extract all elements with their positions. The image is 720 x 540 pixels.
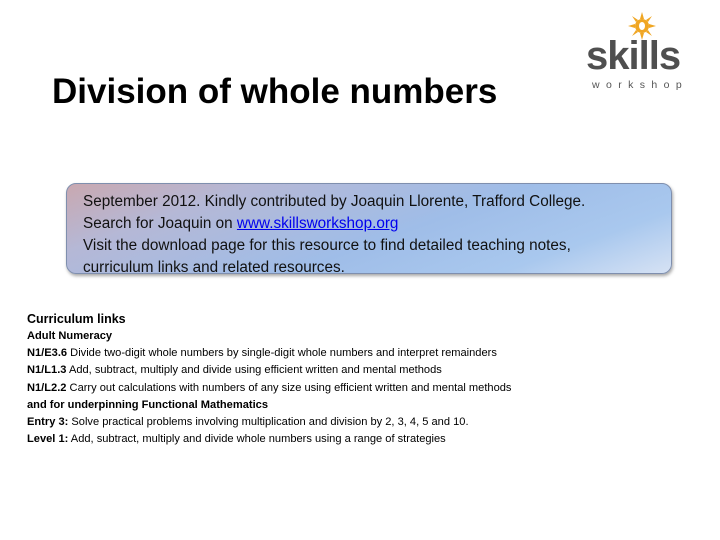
skillsworkshop-link[interactable]: www.skillsworkshop.org	[236, 215, 399, 232]
curriculum-text: Carry out calculations with numbers of any size using efficient written and mental methods	[66, 381, 512, 394]
info-line-2	[83, 213, 655, 235]
info-box	[66, 183, 672, 274]
functional-text: Add, subtract, multiply and divide whole numbers using a range of strategies	[68, 433, 446, 446]
info-line-2-prefix: Search for Joaquin on	[83, 215, 237, 232]
curriculum-code: N1/E3.6	[27, 347, 68, 360]
info-line-3: Visit the download page for this resource to find detailed teaching notes,	[83, 237, 571, 254]
curriculum-links	[27, 310, 707, 448]
functional-code: Level 1:	[27, 433, 69, 446]
functional-item	[27, 431, 707, 448]
curriculum-text: Divide two-digit whole numbers by single-digit whole numbers and interpret remainders	[67, 347, 497, 360]
curriculum-text: Add, subtract, multiply and divide using efficient written and mental methods	[66, 364, 442, 377]
curriculum-item	[27, 380, 707, 397]
curriculum-subheading: Adult Numeracy	[27, 330, 113, 342]
curriculum-heading: Curriculum links	[27, 312, 126, 326]
curriculum-code: N1/L1.3	[27, 364, 67, 377]
logo-wordmark: skills	[586, 34, 681, 78]
skills-workshop-logo	[586, 10, 706, 92]
functional-item	[27, 414, 707, 431]
curriculum-item	[27, 345, 707, 362]
info-line-1: September 2012. Kindly contributed by Joaquin Llorente, Trafford College.	[83, 193, 586, 210]
page-title: Division of whole numbers	[52, 72, 498, 111]
functional-text: Solve practical problems involving multiplication and division by 2, 3, 4, 5 and 10.	[68, 416, 469, 429]
functional-heading: and for underpinning Functional Mathematics	[27, 398, 268, 411]
functional-code: Entry 3:	[27, 416, 69, 429]
curriculum-item	[27, 362, 707, 379]
info-line-4: curriculum links and related resources.	[83, 259, 345, 276]
curriculum-code: N1/L2.2	[27, 381, 67, 394]
logo-subtitle: workshop	[592, 79, 689, 91]
